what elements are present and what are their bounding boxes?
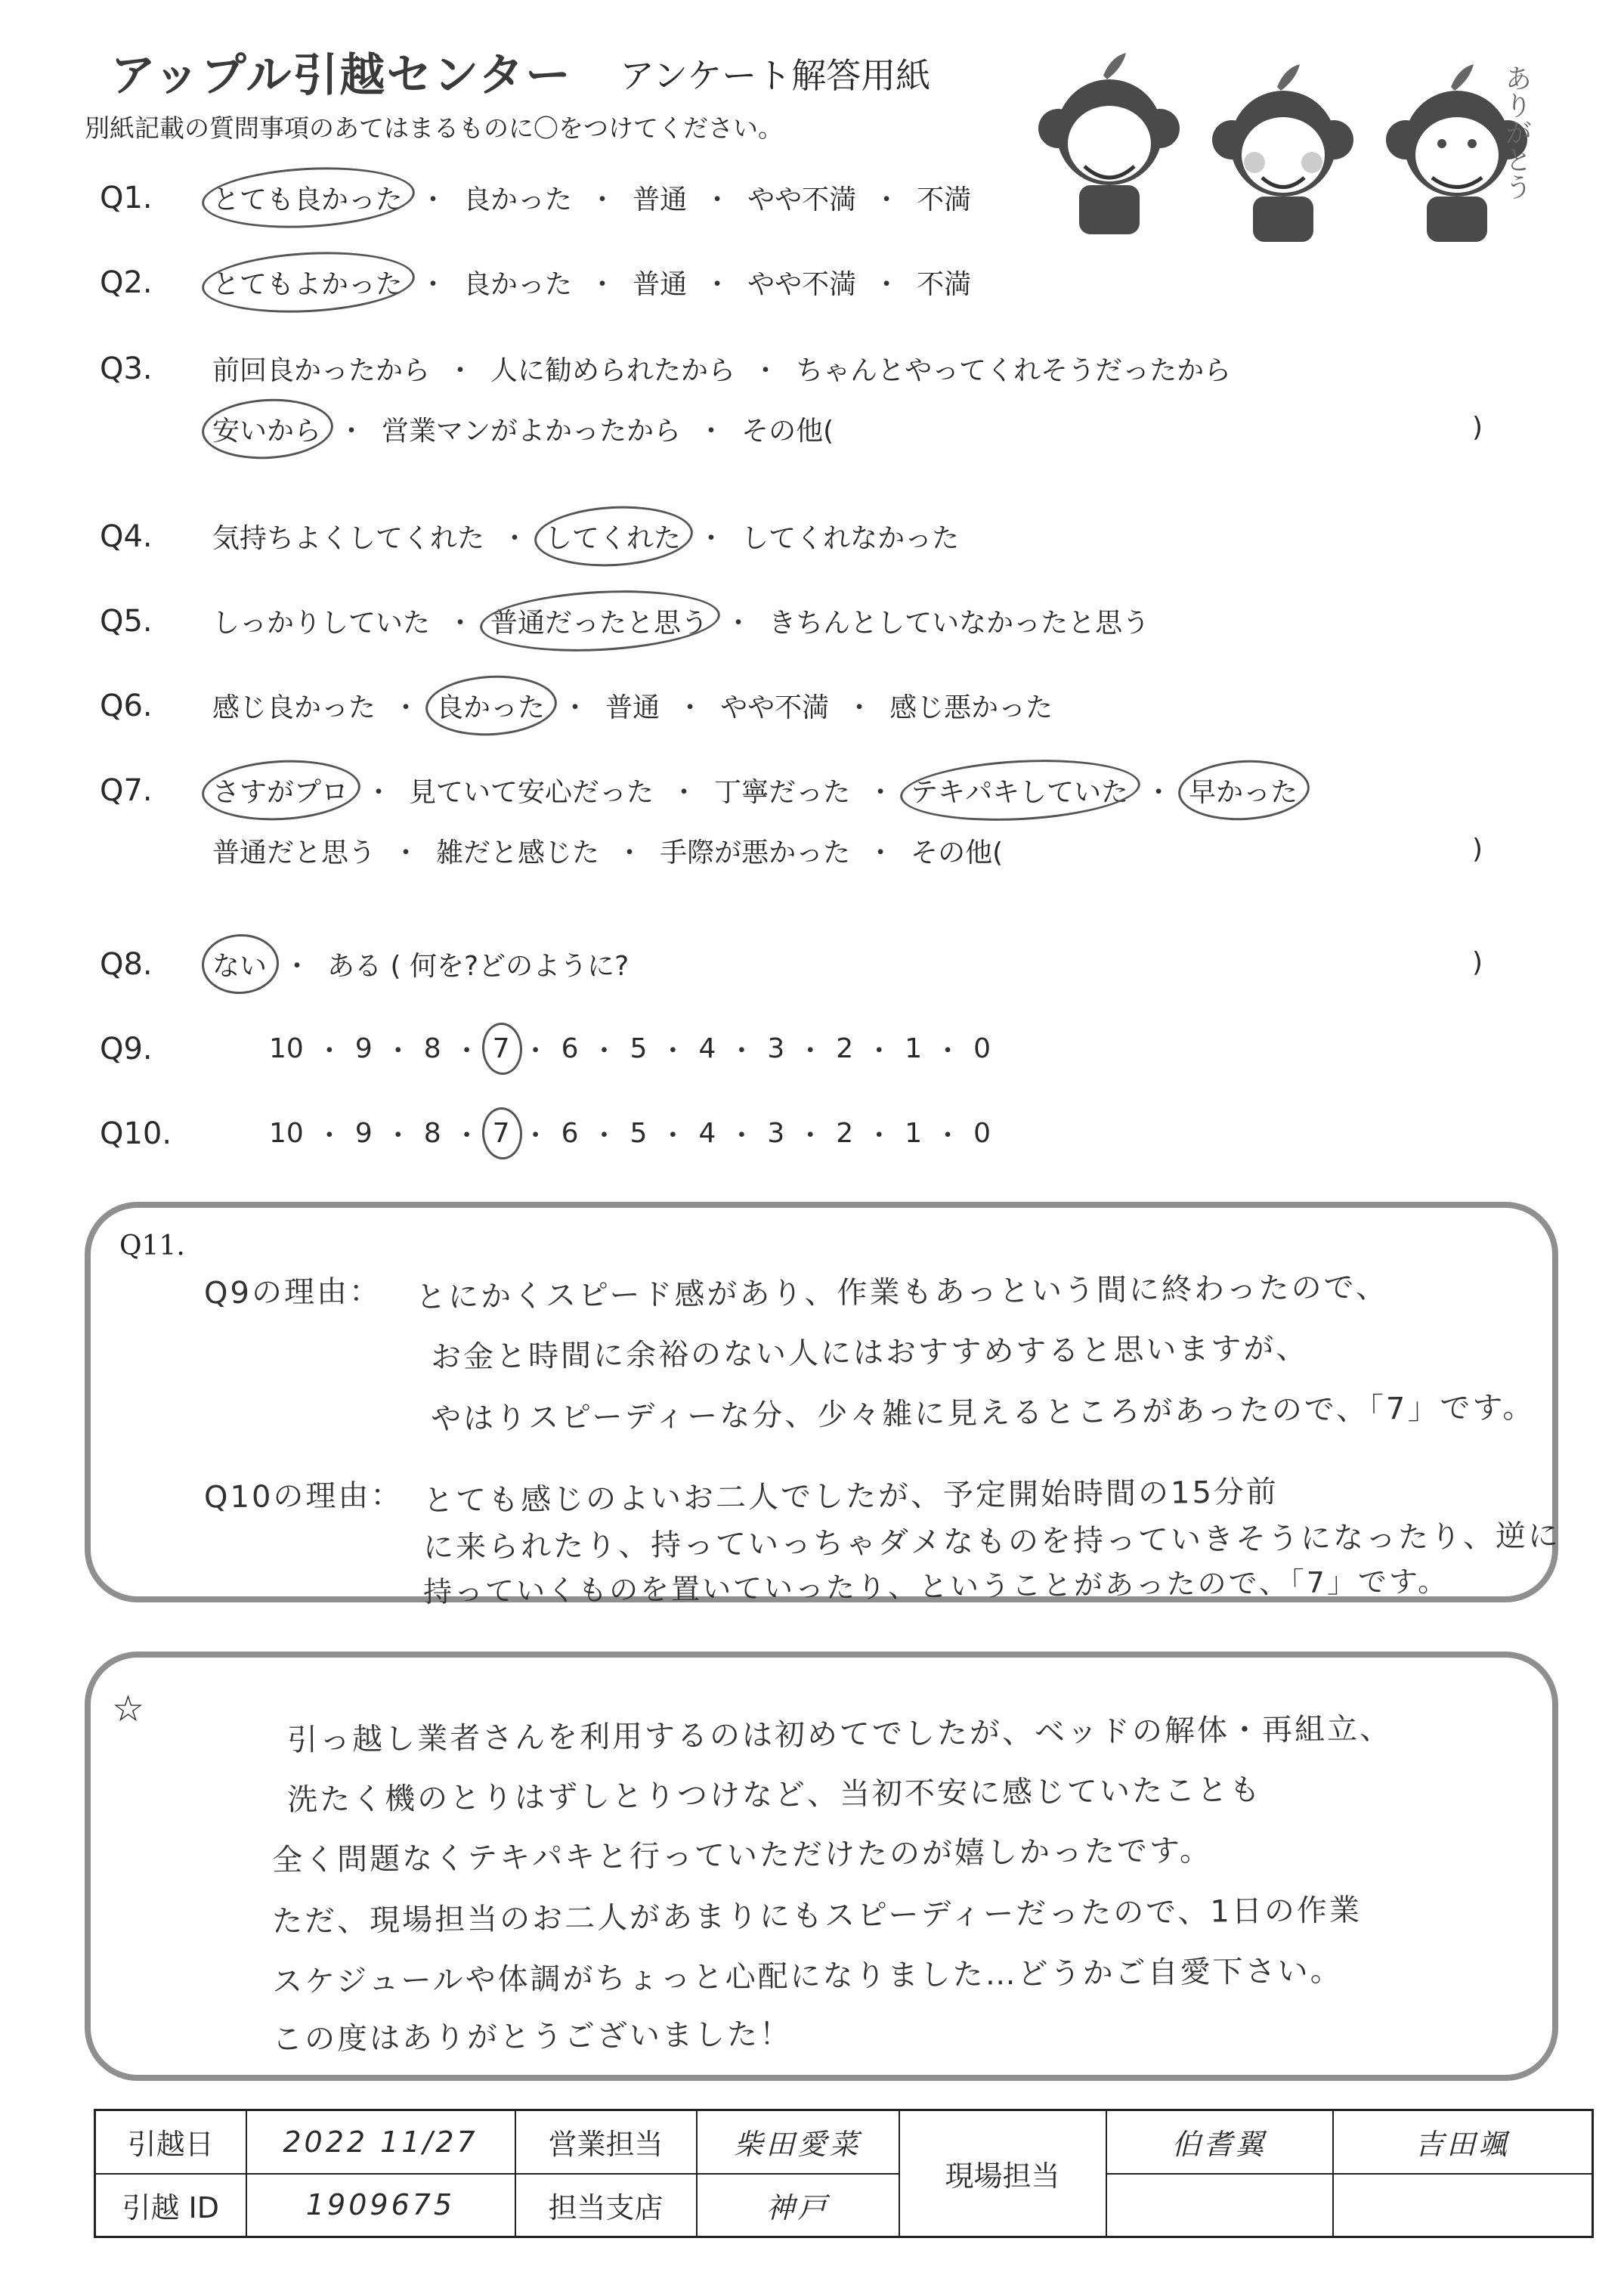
score-option[interactable]: 1 (905, 1118, 923, 1149)
option[interactable]: 普通だと思う (212, 837, 376, 868)
question-label: Q6. (100, 688, 153, 723)
score-option[interactable]: 1 (905, 1033, 923, 1064)
separator: ・ (873, 184, 901, 215)
separator: ・ (616, 837, 644, 868)
separator: ・ (447, 608, 475, 639)
comment-line: スケジュールや体調がちょっと心配になりました…どうかご自愛下さい。 (271, 1953, 1343, 2000)
score-option[interactable]: 10 (269, 1118, 304, 1149)
option[interactable]: ちゃんとやってくれそうだったから (796, 355, 1232, 386)
close-paren: ) (1472, 412, 1483, 443)
separator: ・ (384, 1036, 412, 1067)
score-option[interactable]: 9 (354, 1118, 373, 1149)
q10-reason-label: Q10の理由： (203, 1478, 404, 1515)
separator: ・ (867, 837, 895, 868)
option-other[interactable]: その他( (911, 837, 1004, 868)
separator: ・ (934, 1036, 962, 1067)
comment-line: この度はありがとうございました！ (271, 2017, 793, 2057)
site-staff-2[interactable]: 吉田颯 (1333, 2110, 1593, 2174)
monkey-icon (1212, 64, 1353, 242)
comment-line: 全く問題なくテキパキと行っていただけたのが嬉しかったです。 (271, 1833, 1213, 1878)
move-date-value[interactable]: 2022 11/27 (246, 2110, 515, 2174)
option-selected[interactable]: とてもよかった (209, 263, 406, 302)
option[interactable]: 手際が悪かった (660, 837, 851, 868)
question-q8 (100, 945, 632, 983)
question-q6 (100, 686, 1056, 725)
score-option[interactable]: 9 (354, 1033, 373, 1064)
option-selected[interactable]: 普通だったと思う (487, 602, 711, 640)
question-q9-score (100, 1029, 994, 1068)
q9-reason-line: とにかくスピード感があり、作業もあっという間に終わったので、 (415, 1270, 1389, 1315)
separator: ・ (846, 692, 874, 723)
score-option[interactable]: 0 (973, 1033, 991, 1064)
comment-line: 引っ越し業者さんを利用するのは初めてでしたが、ベッドの解体・再組立、 (286, 1711, 1393, 1758)
separator: ・ (676, 692, 704, 723)
question-q1 (100, 178, 974, 217)
question-label: Q7. (100, 772, 153, 808)
separator: ・ (934, 1120, 962, 1151)
close-paren: ) (1472, 834, 1483, 865)
separator: ・ (728, 1036, 756, 1067)
option[interactable]: しっかりしていた (212, 608, 431, 639)
option[interactable]: 営業マンがよかったから (382, 416, 682, 447)
question-label: Q1. (100, 180, 153, 215)
option-selected[interactable]: 安いから (209, 410, 324, 448)
score-option[interactable]: 8 (423, 1033, 441, 1064)
separator: ・ (501, 523, 529, 554)
option[interactable]: 普通 (605, 692, 660, 723)
separator: ・ (867, 777, 895, 808)
separator: ・ (315, 1120, 343, 1151)
separator: ・ (873, 269, 901, 300)
separator: ・ (698, 416, 725, 447)
separator: ・ (589, 184, 617, 215)
score-option[interactable]: 10 (269, 1033, 304, 1064)
move-date-label: 引越日 (95, 2110, 246, 2174)
site-staff-4-empty[interactable] (1333, 2174, 1593, 2237)
q9-reason-line: お金と時間に余裕のない人にはおすすめすると思いますが、 (430, 1330, 1309, 1376)
site-staff-3-empty[interactable] (1106, 2174, 1333, 2237)
option-selected[interactable]: 早かった (1186, 771, 1301, 810)
score-option[interactable]: 2 (836, 1118, 854, 1149)
option[interactable]: 不満 (917, 269, 972, 300)
separator: ・ (1145, 777, 1173, 808)
option[interactable]: やや不満 (720, 692, 830, 723)
question-q3-line2 (209, 410, 837, 448)
option[interactable]: 丁寧だった (714, 777, 851, 808)
option[interactable]: 見ていて安心だった (409, 777, 654, 808)
score-option[interactable]: 3 (767, 1118, 785, 1149)
move-info-table (94, 2109, 1594, 2238)
q9-reason-line: やはりスピーディーな分、少々雑に見えるところがあったので、「7」です。 (430, 1390, 1536, 1437)
separator: ・ (521, 1036, 549, 1067)
separator: ・ (589, 269, 617, 300)
option-selected[interactable]: してくれた (542, 517, 684, 556)
q9-reason-label: Q9の理由： (203, 1274, 382, 1311)
separator: ・ (797, 1120, 824, 1151)
separator: ・ (419, 269, 447, 300)
separator: ・ (338, 416, 366, 447)
option[interactable]: きちんとしていなかったと思う (769, 608, 1150, 639)
separator: ・ (590, 1120, 618, 1151)
score-option[interactable]: 3 (767, 1033, 785, 1064)
option[interactable]: してくれなかった (741, 523, 960, 554)
branch-name[interactable]: 神戸 (697, 2174, 899, 2237)
option[interactable]: 良かった (463, 269, 573, 300)
separator: ・ (392, 692, 420, 723)
separator: ・ (384, 1120, 412, 1151)
instruction-text: 別紙記載の質問事項のあてはまるものに〇をつけてください。 (85, 113, 783, 143)
option[interactable]: やや不満 (747, 184, 857, 215)
score-option[interactable]: 4 (698, 1118, 716, 1149)
option-selected[interactable]: 良かった (433, 686, 548, 725)
separator: ・ (315, 1036, 343, 1067)
separator: ・ (453, 1036, 481, 1067)
option-selected[interactable]: ない (209, 945, 270, 983)
question-label: Q4. (100, 519, 153, 554)
score-option[interactable]: 0 (973, 1118, 991, 1149)
score-option[interactable]: 4 (698, 1033, 716, 1064)
q10-reason-line: に来られたり、持っていっちゃダメなものを持っていきそうになったり、逆に (422, 1518, 1561, 1565)
question-q10-score (100, 1114, 994, 1153)
separator: ・ (561, 692, 589, 723)
mascot-caption: ありがとう (1501, 64, 1532, 200)
option[interactable]: 感じ良かった (212, 692, 376, 723)
question-label: Q2. (100, 265, 153, 300)
separator: ・ (752, 355, 780, 386)
score-option[interactable]: 8 (423, 1118, 441, 1149)
separator: ・ (447, 355, 475, 386)
site-staff-1[interactable]: 伯耆翼 (1106, 2110, 1333, 2174)
separator: ・ (704, 184, 732, 215)
separator: ・ (521, 1120, 549, 1151)
company-title: アップル引越センター (110, 49, 572, 102)
sales-name[interactable]: 柴田愛菜 (697, 2110, 899, 2174)
separator: ・ (698, 523, 725, 554)
separator: ・ (453, 1120, 481, 1151)
monkey-mascots-illustration (1013, 45, 1557, 242)
score-option[interactable]: 6 (561, 1033, 579, 1064)
option[interactable]: ある ( 何を?どのように? (327, 951, 629, 982)
score-option[interactable]: 2 (836, 1033, 854, 1064)
close-paren: ) (1472, 947, 1483, 978)
question-label: Q3. (100, 351, 153, 386)
site-staff-label: 現場担当 (899, 2110, 1106, 2237)
separator: ・ (728, 1120, 756, 1151)
option[interactable]: 普通 (633, 184, 688, 215)
score-option[interactable]: 5 (629, 1033, 648, 1064)
comment-line: ただ、現場担当のお二人があまりにもスピーディーだったので、1日の作業 (271, 1893, 1363, 1940)
separator: ・ (704, 269, 732, 300)
question-label: Q9. (100, 1031, 153, 1067)
separator: ・ (865, 1036, 893, 1067)
separator: ・ (590, 1036, 618, 1067)
question-q2 (100, 263, 974, 302)
separator: ・ (283, 951, 311, 982)
branch-label: 担当支店 (515, 2174, 697, 2237)
score-option[interactable]: 6 (561, 1118, 579, 1149)
q10-reason-line: とても感じのよいお二人でしたが、予定開始時間の15分前 (422, 1475, 1279, 1518)
question-label: Q5. (100, 603, 153, 639)
option[interactable]: 感じ悪かった (889, 692, 1053, 723)
option-selected[interactable]: テキパキしていた (908, 771, 1131, 810)
separator: ・ (659, 1036, 687, 1067)
question-q4 (100, 517, 962, 556)
separator: ・ (865, 1120, 893, 1151)
sales-label: 営業担当 (515, 2110, 697, 2174)
monkey-icon (1038, 53, 1180, 234)
question-q7 (100, 771, 1301, 810)
option[interactable]: 不満 (917, 184, 972, 215)
option[interactable]: 前回良かったから (212, 355, 431, 386)
option-selected[interactable]: とても良かった (209, 178, 406, 217)
q11-answer-box[interactable] (85, 1202, 1561, 1609)
q10-reason-line: 持っていくものを置いていったり、ということがあったので、「7」です。 (422, 1564, 1449, 1609)
option-selected[interactable]: さすがプロ (209, 771, 351, 810)
option[interactable]: 気持ちよくしてくれた (212, 523, 485, 554)
separator: ・ (659, 1120, 687, 1151)
score-option-selected[interactable]: 7 (490, 1118, 513, 1149)
separator: ・ (365, 777, 393, 808)
move-id-value[interactable]: 1909675 (246, 2174, 515, 2237)
question-q7-line2 (209, 831, 1006, 870)
option[interactable]: 良かった (463, 184, 573, 215)
star-icon: ☆ (112, 1688, 145, 1730)
comment-line: 洗たく機のとりはずしとりつけなど、当初不安に感じていたことも (286, 1772, 1263, 1818)
move-id-label: 引越 ID (95, 2174, 246, 2237)
question-label: Q10. (100, 1116, 172, 1151)
option[interactable]: 人に勧められたから (490, 355, 736, 386)
option[interactable]: やや不満 (747, 269, 857, 300)
separator: ・ (797, 1036, 824, 1067)
question-q3 (100, 349, 1234, 388)
score-option[interactable]: 5 (629, 1118, 648, 1149)
option-other[interactable]: その他( (741, 416, 834, 447)
separator: ・ (419, 184, 447, 215)
comment-box[interactable] (85, 1652, 1558, 2081)
form-subtitle: アンケート解答用紙 (620, 55, 931, 96)
question-q5 (100, 602, 1152, 640)
question-label: Q8. (100, 946, 153, 982)
q11-label: Q11. (119, 1231, 185, 1262)
separator: ・ (392, 837, 420, 868)
option[interactable]: 雑だと感じた (436, 837, 600, 868)
option[interactable]: 普通 (633, 269, 688, 300)
separator: ・ (670, 777, 698, 808)
score-option-selected[interactable]: 7 (490, 1033, 513, 1064)
separator: ・ (725, 608, 753, 639)
